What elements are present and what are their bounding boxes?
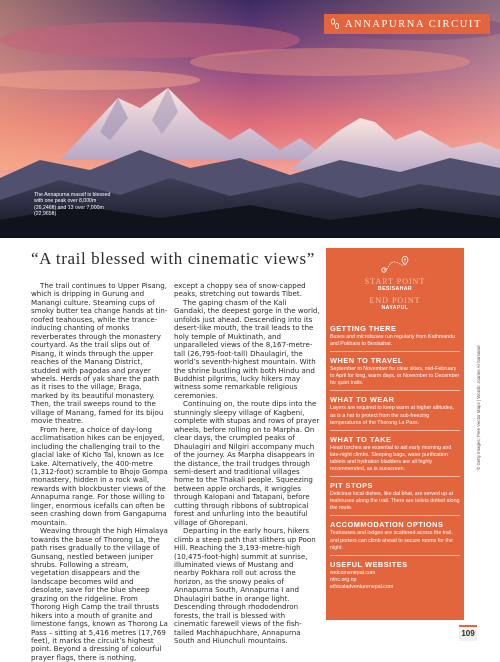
- divider: [330, 476, 460, 477]
- section-text: Delicious local dishes, like dal bhat, are served up at teahouses along the trail. There are toilets dotted along the route.: [330, 491, 460, 512]
- page-number: 109: [459, 625, 477, 641]
- body-paragraph: From here, a choice of day-long acclimatisation hikes can be enjoyed, including the challenging trail to the glacial lake of Kicho Tal, known as Ice Lake. Alternatively, the 400-metre (1,312-foot) scramble to Bhojo Gompa monastery, hidden in a rock wall, rewards with blockbuster views of the Annapurna range. For those willing to linger, enormous icefalls can often be seen crashing down from Gangapurna mountain.: [31, 424, 168, 527]
- footprints-icon: [330, 18, 340, 30]
- section-heading: WHAT TO WEAR: [330, 395, 395, 405]
- section-heading: GETTING THERE: [330, 324, 397, 333]
- hero-photo: [0, 0, 500, 238]
- end-point-value: NAYAPUL: [381, 305, 409, 311]
- section-heading: WHEN TO TRAVEL: [330, 356, 403, 366]
- divider: [330, 555, 460, 556]
- body-paragraph: The gaping chasm of the Kali Gandaki, the deepest gorge in the world, unfolds just ahead. Descending into its desert-like mouth, the trail leads to the holy temple of Muktinath, and unparalleled views of the 8,167-metre-tall (26,795-foot-tall) Dhaulagiri, the world’s seventh-highest mountain. With the shrine bustling with both Hindu and Buddhist pilgrims, lucky hikers may witness some remarkable religious ceremonies.: [174, 297, 320, 400]
- fact-sidebar: [326, 248, 464, 620]
- section-heading: PIT STOPS: [330, 481, 373, 491]
- sidebar-sections: [330, 324, 460, 595]
- info-section: [330, 356, 460, 391]
- section-heading: USEFUL WEBSITES: [330, 559, 408, 569]
- body-paragraph: Departing in the early hours, hikers climb a steep path that slithers up Poon Hill. Reaching the 3,193-metre-high (10,475-foot-high) summit at sunrise, illuminated views of Mustang and nearby Pokhara roll out across the horizon, as the snowy peaks of Annapurna South, Annapurna I and Dhaulagiri bathe in orange light. Descending through rhododendron forests, the trail is blessed with cinematic farewell views of the fish-tailed Machhapuchhare, Annapurna South and Hiunchuli mountains.: [174, 526, 316, 646]
- section-text: Teahouses and lodges are scattered across the trail, and porters can climb ahead to secure rooms for the night.: [330, 530, 453, 551]
- end-point-label: END POINT: [369, 296, 421, 305]
- divider: [330, 515, 460, 516]
- section-text: Layers are required to keep warm at higher altitudes, as is a hat to protect from the sub-freezing temperatures of the Thorong La Pass.: [330, 405, 454, 426]
- start-point-value: BESISAHAR: [377, 286, 413, 292]
- section-badge: [324, 14, 490, 34]
- section-heading: ACCOMMODATION OPTIONS: [330, 520, 444, 530]
- route-map-icon: [378, 255, 411, 275]
- info-section: [330, 560, 460, 591]
- body-column-1: [31, 282, 168, 662]
- badge-title: ANNAPURNA CIRCUIT: [344, 18, 482, 30]
- body-paragraph: Continuing on, the route dips into the stunningly sleepy village of Kagbeni, complete with stupas and rows of prayer wheels, before rolling on to Marpha. On clear days, the crumpled peaks of Dhaulagiri and Nilgiri accompany much of the journey. As Marpha disappears in the distance, the trail trudges through semi-desert and traditional villages home to the Thakali people. Squeezing between apple orchards, it wriggles through Kalopani and Tatapani, before cutting through ribbons of subtropical forest and unfurling into the beautiful village of Ghorepani.: [174, 399, 320, 527]
- section-text: Buses and microbuses run regularly from Kathmandu and Pokhara to Besisahar.: [330, 334, 456, 348]
- body-paragraph: The trail continues to Upper Pisang, which is dripping in Gurung and Manangi culture. Steaming cups of smoky butter tea change hands at tin-roofed teahouses, while the trance-inducing chanting of monks reverberates through the monastery courtyard. As the trail slips out of Pisang, it winds through the upper reaches of the Manang District, studded with pagodas and prayer wheels. Herds of yak share the path as it rises to the village, Braga, marked by its beautiful monastery. Then, the trail sweeps round to the village of Manang, famed for its bijou movie theatre.: [31, 281, 168, 426]
- section-heading: WHAT TO TAKE: [330, 434, 392, 444]
- pull-quote-headline: “A trail blessed with cinematic views”: [31, 249, 315, 268]
- start-point-label: START POINT: [364, 277, 426, 286]
- website-link[interactable]: welcomenepal.com: [330, 569, 376, 576]
- info-section: [330, 481, 460, 516]
- info-section: [330, 435, 460, 477]
- divider: [330, 351, 460, 352]
- photo-caption: The Annapurna massif is blessed with one peak over 8,000m (26,246ft) and 13 over 7,000m (22,965ft): [34, 192, 111, 218]
- info-section: [330, 324, 460, 352]
- section-text: September to November for clear skies, mid-February to April for long, warm days, or November to December for quiet trails.: [330, 366, 460, 387]
- website-link[interactable]: ethicaladventurenepal.com: [330, 583, 394, 590]
- info-section: [330, 395, 460, 430]
- body-column-2: [174, 282, 320, 645]
- website-link[interactable]: ntnc.org.np: [330, 576, 357, 583]
- photo-credit: © Getty Images; Free Vector Maps | Words: Joanne Al-Samarae: [476, 345, 481, 470]
- divider: [330, 390, 460, 391]
- section-text: Head torches are essential to aid early morning and late-night climbs. Sleeping bags, water purification tablets and hydration bladders are all highly recommended, as is sunscreen.: [330, 444, 452, 473]
- body-paragraph: Weaving through the high Himalaya towards the base of Thorong La, the path rises gradually to the village of Gunsang, nestled between juniper shrubs. Following a stream, vegetation disappears and the landscape becomes wild and desolate, save for the blue sheep grazing on the ridgeline. From Thorong High Camp the trail thrusts hikers into a mouth of granite and limestone fangs, known as Thorong La Pass – sitting at 5,416 metres (17,769 feet), it marks the circuit’s highest point. Beyond a dressing of colourful prayer flags, there is nothing,: [31, 526, 168, 662]
- info-section: [330, 520, 460, 555]
- body-paragraph: except a choppy sea of snow-capped peaks, stretching out towards Tibet.: [174, 281, 306, 299]
- divider: [330, 430, 460, 431]
